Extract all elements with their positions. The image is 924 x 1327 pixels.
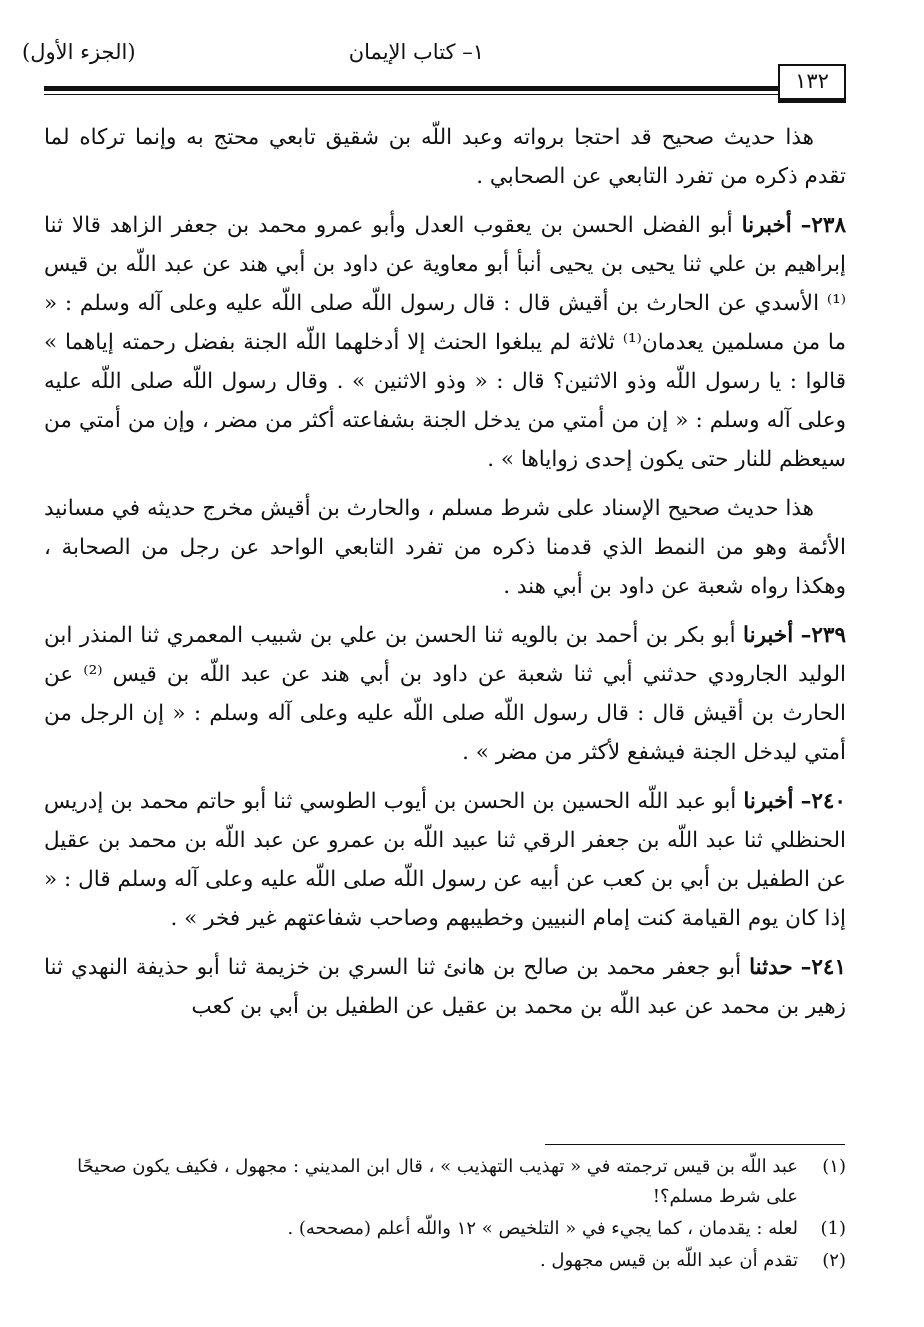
hadith-text: أبو بكر بن أحمد بن بالويه ثنا الحسن بن علي بن شبيب المعمري ثنا المنذر ابن الوليد الجارودي حدثني أبي ثنا شعبة عن داود بن أبي هند عن عبد اللّه بن قيس ⁽²⁾ عن الحارث بن أقيش قال : قال رسول اللّه صلى اللّه عليه وعلى آله وسلم : « إن الرجل من أمتي ليدخل الجنة فيشفع لأكثر من مضر » . bbox=[44, 623, 846, 765]
footnote-text: لعله : يقدمان ، كما يجيء في « التلخيص » ١٢ واللّه أعلم (مصححه) . bbox=[287, 1218, 798, 1239]
paragraph-text: هذا حديث صحيح قد احتجا برواته وعبد اللّه بن شقيق تابعي محتج به وإنما تركاه لما تقدم ذكره من تفرد التابعي عن الصحابي . bbox=[44, 125, 846, 189]
footnotes bbox=[44, 1152, 846, 1278]
footnote-marker: (١) bbox=[822, 1156, 846, 1177]
header-rule-thin bbox=[44, 94, 779, 95]
footnote bbox=[44, 1214, 846, 1244]
hadith-240 bbox=[44, 782, 846, 938]
paragraph bbox=[44, 118, 846, 196]
chapter-title: ١– كتاب الإيمان bbox=[348, 40, 484, 64]
footnote-divider bbox=[545, 1144, 845, 1145]
hadith-number: ٢٣٨– bbox=[800, 213, 847, 238]
hadith-number: ٢٤١– bbox=[800, 955, 847, 980]
hadith-text: أبو الفضل الحسن بن يعقوب العدل وأبو عمرو محمد بن جعفر الزاهد قالا ثنا إبراهيم بن علي ثنا يحيى بن يحيى أنبأ أبو معاوية عن داود بن أبي هند عن عبد اللّه بن قيس ⁽¹⁾ الأسدي عن الحارث بن أقيش قال : قال رسول اللّه صلى اللّه عليه وعلى آله وسلم : « ما من مسلمين يعدمان⁽¹⁾ ثلاثة لم يبلغوا الحنث إلا أدخلهما اللّه الجنة بفضل رحمته إياهما » قالوا : يا رسول اللّه وذو الاثنين؟ قال : « وذو الاثنين » . وقال رسول اللّه صلى اللّه عليه وعلى آله وسلم : « إن من أمتي من يدخل الجنة بشفاعته أكثر من مضر ، وإن من أمتي من سيعظم للنار حتى يكون إحدى زواياها » . bbox=[44, 213, 846, 472]
main-text bbox=[44, 118, 846, 1036]
paragraph-text: هذا حديث صحيح الإسناد على شرط مسلم ، والحارث بن أقيش مخرج حديثه في مسانيد الأئمة وهو من النمط الذي قدمنا ذكره من تفرد التابعي الواحد عن رجل من الصحابة ، وهكذا رواه شعبة عن داود بن أبي هند . bbox=[44, 496, 846, 599]
hadith-keyword: أخبرنا bbox=[741, 213, 792, 238]
hadith-text: أبو جعفر محمد بن صالح بن هانئ ثنا السري بن خزيمة ثنا أبو حذيفة النهدي ثنا زهير بن محمد عن عبد اللّه بن محمد بن عقيل عن الطفيل بن أبي بن كعب bbox=[44, 955, 846, 1019]
hadith-keyword: أخبرنا bbox=[743, 623, 794, 648]
hadith-number: ٢٣٩– bbox=[800, 623, 846, 648]
footnote bbox=[44, 1152, 846, 1212]
page-number: ١٣٢ bbox=[778, 64, 846, 103]
footnote-text: عبد اللّه بن قيس ترجمته في « تهذيب التهذيب » ، قال ابن المديني : مجهول ، فكيف يكون صحيحًا على شرط مسلم؟! bbox=[77, 1156, 798, 1207]
paragraph bbox=[44, 489, 846, 606]
hadith-238 bbox=[44, 206, 846, 479]
header-rule-thick bbox=[44, 86, 779, 91]
hadith-keyword: أخبرنا bbox=[743, 789, 794, 814]
volume-label: (الجزء الأول) bbox=[22, 40, 136, 64]
footnote bbox=[44, 1246, 846, 1276]
hadith-text: أبو عبد اللّه الحسين بن الحسن بن أيوب الطوسي ثنا أبو حاتم محمد بن إدريس الحنظلي ثنا عبد اللّه بن جعفر الرقي ثنا عبيد اللّه بن عمرو عن عبد اللّه بن محمد بن عقيل عن الطفيل بن أبي بن كعب عن أبيه عن رسول اللّه صلى اللّه عليه وعلى آله وسلم قال : « إذا كان يوم القيامة كنت إمام النبيين وخطيبهم وصاحب شفاعتهم غير فخر » . bbox=[44, 789, 846, 931]
hadith-keyword: حدثنا bbox=[749, 955, 793, 980]
hadith-241 bbox=[44, 948, 846, 1026]
hadith-239 bbox=[44, 616, 846, 772]
footnote-marker: (٢) bbox=[822, 1250, 846, 1271]
footnote-text: تقدم أن عبد اللّه بن قيس مجهول . bbox=[539, 1250, 798, 1271]
footnote-marker: (1) bbox=[820, 1218, 846, 1239]
hadith-number: ٢٤٠– bbox=[800, 789, 846, 814]
